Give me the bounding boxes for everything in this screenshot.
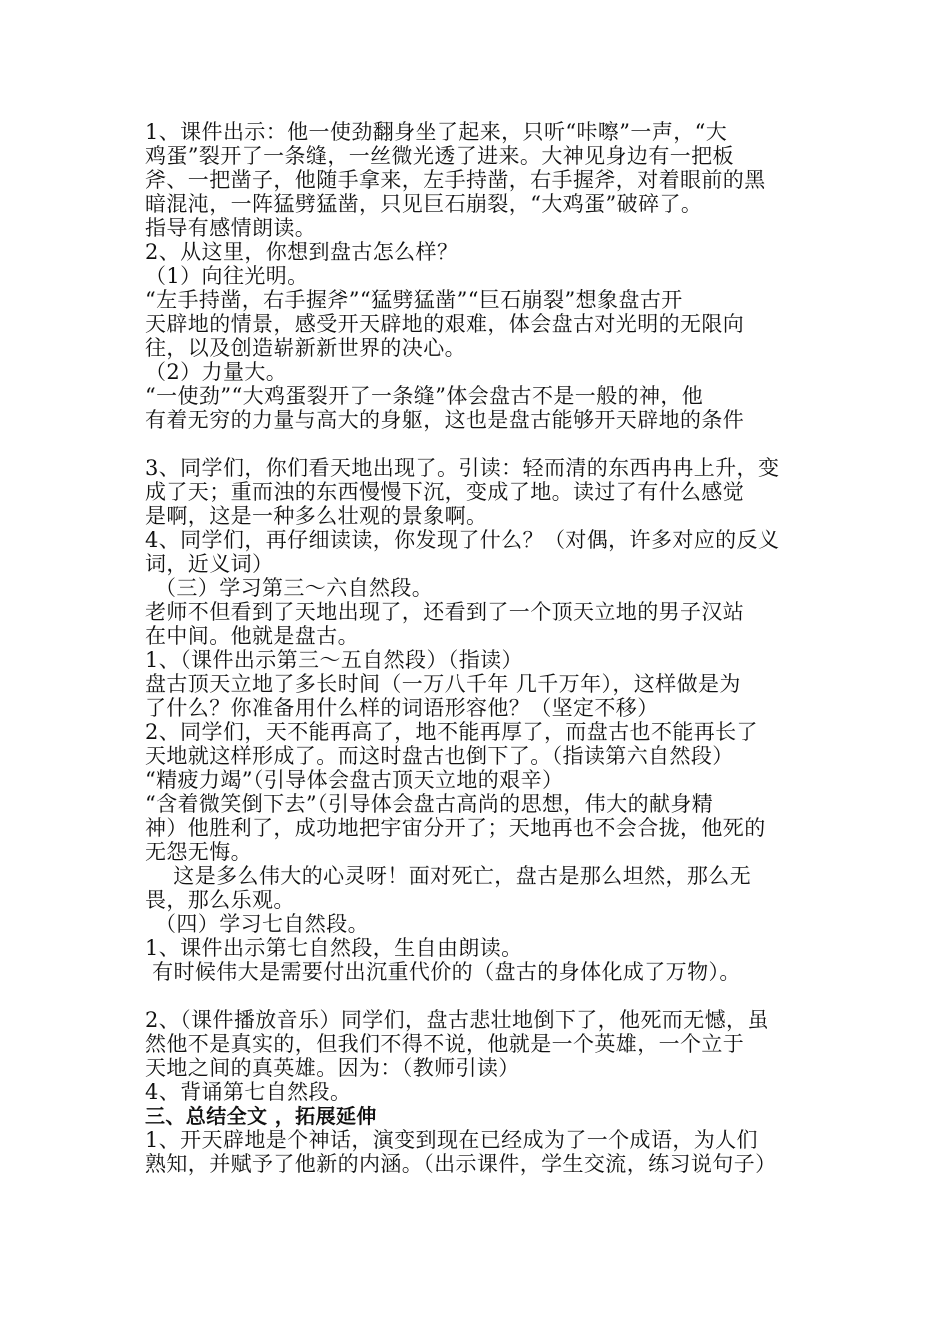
text-line: （1）向往光明。	[145, 264, 309, 288]
text-line: 天地之间的真英雄。因为：（教师引读）	[145, 1056, 520, 1080]
text-line: 有时候伟大是需要付出沉重代价的（盘古的身体化成了万物）。	[145, 960, 741, 984]
text-line: 2、从这里，你想到盘古怎么样？	[145, 240, 459, 264]
text-line: 4、同学们，再仔细读读，你发现了什么？（对偶，许多对应的反义	[145, 528, 780, 552]
text-line: 盘古顶天立地了多长时间（一万八千年 几千万年），这样做是为	[145, 672, 741, 696]
text-line: 斧、一把凿子，他随手拿来，左手持凿，右手握斧，对着眼前的黑	[145, 168, 766, 192]
text-line: 暗混沌，一阵猛劈猛凿，只见巨石崩裂，“大鸡蛋”破碎了。	[145, 192, 703, 216]
blank-line	[145, 432, 810, 456]
text-line: 然他不是真实的，但我们不得不说，他就是一个英雄，一个立于	[145, 1032, 745, 1056]
text-line: “左手持凿，右手握斧”“猛劈猛凿”“巨石崩裂”想象盘古开	[145, 288, 683, 312]
text-line: （2）力量大。	[145, 360, 288, 384]
text-line: 1、（课件出示第三～五自然段）（指读）	[145, 648, 523, 672]
text-line: 指导有感情朗读。	[145, 216, 317, 240]
section-heading: （四）学习七自然段。	[155, 912, 369, 936]
text-line: 1、课件出示第七自然段，生自由朗读。	[145, 936, 523, 960]
text-line: 3、同学们，你们看天地出现了。引读：轻而清的东西冉冉上升，变	[145, 456, 780, 480]
text-line: 词，近义词）	[145, 552, 274, 576]
text-line: 往，以及创造崭新新世界的决心。	[145, 336, 466, 360]
text-line: 1、课件出示：他一使劲翻身坐了起来，只听“咔嚓”一声，“大	[145, 120, 728, 144]
text-line: 无怨无悔。	[145, 840, 252, 864]
text-line: 4、背诵第七自然段。	[145, 1080, 352, 1104]
text-line: 熟知，并赋予了他新的内涵。（出示课件，学生交流，练习说句子）	[145, 1152, 777, 1176]
text-line: 鸡蛋”裂开了一条缝，一丝微光透了进来。大神见身边有一把板	[145, 144, 734, 168]
text-line: 老师不但看到了天地出现了，还看到了一个顶天立地的男子汉站	[145, 600, 745, 624]
text-line: 1、开天辟地是个神话，演变到现在已经成为了一个成语，为人们	[145, 1128, 758, 1152]
text-line: 成了天；重而浊的东西慢慢下沉，变成了地。读过了有什么感觉	[145, 480, 745, 504]
text-line: 2、同学们，天不能再高了，地不能再厚了，而盘古也不能再长了	[145, 720, 758, 744]
text-line: 了什么？你准备用什么样的词语形容他？（坚定不移）	[145, 696, 659, 720]
blank-line	[145, 984, 810, 1008]
text-line: “含着微笑倒下去”（引导体会盘古高尚的思想，伟大的献身精	[145, 792, 714, 816]
text-line: “精疲力竭”（引导体会盘古顶天立地的艰辛）	[145, 768, 564, 792]
text-line: 天地就这样形成了。而这时盘古也倒下了。（指读第六自然段）	[145, 744, 734, 768]
text-line: 天辟地的情景，感受开天辟地的艰难，体会盘古对光明的无限向	[145, 312, 745, 336]
text-line: 这是多么伟大的心灵呀！面对死亡，盘古是那么坦然，那么无	[145, 864, 752, 888]
text-line: 有着无穷的力量与高大的身躯，这也是盘古能够开天辟地的条件	[145, 408, 745, 432]
text-line: “一使劲”“大鸡蛋裂开了一条缝”体会盘古不是一般的神，他	[145, 384, 704, 408]
text-line: 神）他胜利了，成功地把宇宙分开了；天地再也不会合拢，他死的	[145, 816, 766, 840]
document-body	[145, 120, 810, 1176]
section-heading: （三）学习第三～六自然段。	[155, 576, 434, 600]
text-line: 畏，那么乐观。	[145, 888, 295, 912]
text-line: 在中间。他就是盘古。	[145, 624, 359, 648]
section-heading: 三、总结全文 ，拓展延伸	[145, 1104, 377, 1128]
text-line: 2、（课件播放音乐）同学们，盘古悲壮地倒下了，他死而无憾，虽	[145, 1008, 769, 1032]
text-line: 是啊，这是一种多么壮观的景象啊。	[145, 504, 488, 528]
